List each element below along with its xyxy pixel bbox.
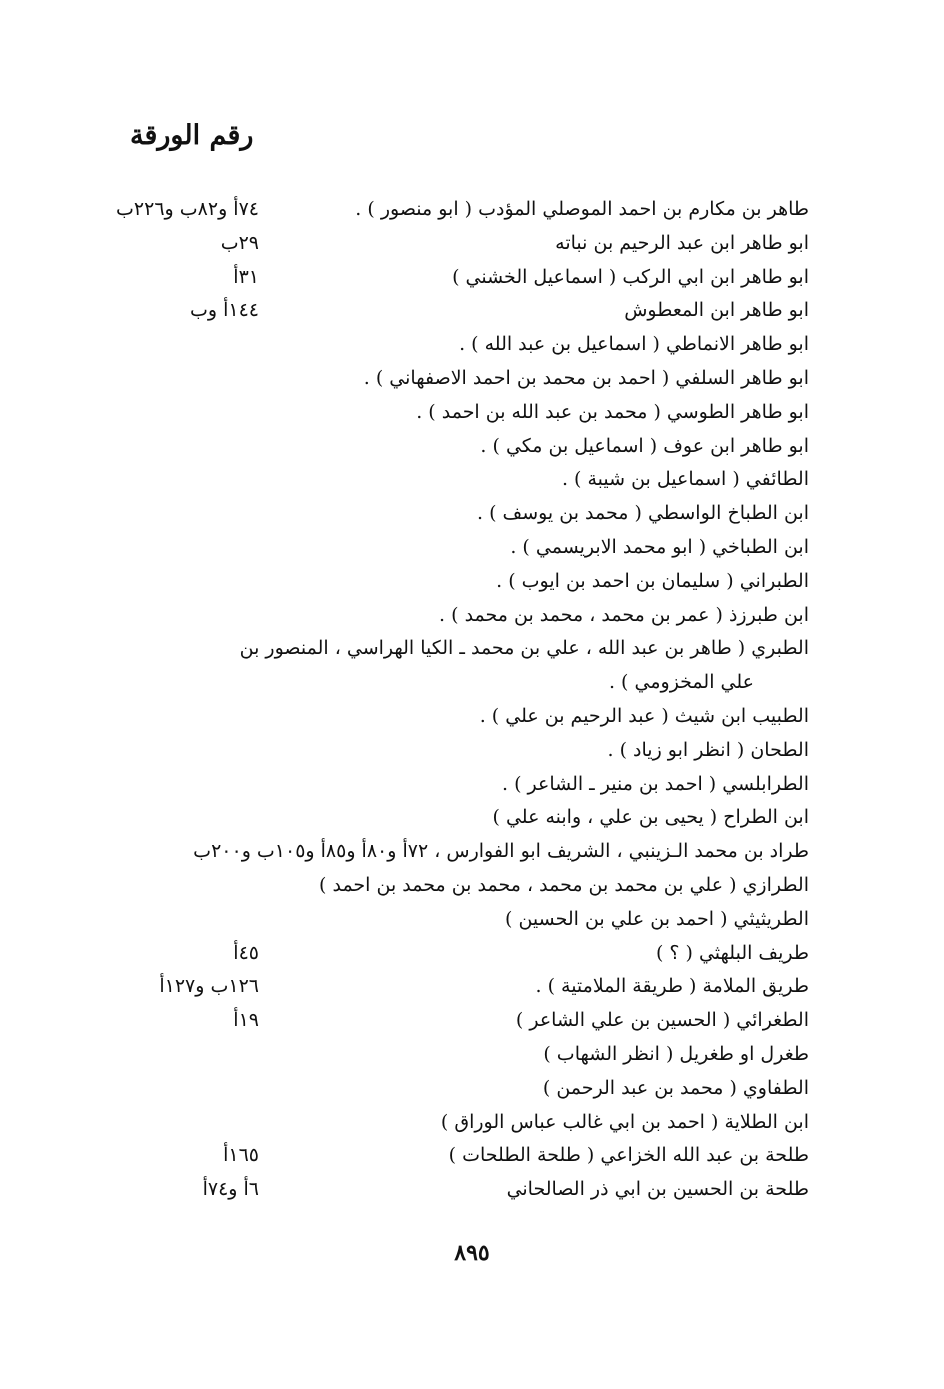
entry-folio-ref: ١٩أ [233, 1009, 259, 1032]
entry-folio-ref: ٦أ و٧٤أ [202, 1178, 259, 1201]
entry-name: ابو طاهر الطوسي ( محمد بن عبد الله بن احمد ) . [416, 400, 809, 423]
entry-name: ابن الطباخ الواسطي ( محمد بن يوسف ) . [477, 502, 809, 525]
entry-folio-ref: ١٦٥أ [223, 1144, 259, 1167]
entry-folio-ref: ٢٩ب [220, 231, 259, 254]
index-entry [0, 936, 944, 970]
index-entry [0, 1172, 944, 1206]
entry-name: الطغرائي ( الحسين بن علي الشاعر ) [515, 1009, 809, 1032]
index-entry [0, 699, 944, 733]
entry-name: علي المخزومي ) . [608, 671, 754, 694]
entry-name: الطبراني ( سليمان بن احمد بن ايوب ) . [496, 569, 809, 592]
entry-name: طاهر بن مكارم بن احمد الموصلي المؤدب ( ابو منصور ) . [355, 198, 809, 220]
index-entry [0, 834, 944, 868]
entry-name: طريق الملامة ( طريقة الملامتية ) . [535, 975, 809, 998]
entry-name: الطرازي ( علي بن محمد بن محمد ، محمد بن محمد بن احمد ) [319, 874, 809, 896]
entry-name: ابن الطباخي ( ابو محمد الابريسمي ) . [510, 536, 809, 558]
index-entry [0, 598, 944, 632]
index-entry [0, 260, 944, 294]
entry-name: ابو طاهر ابن عوف ( اسماعيل بن مكي ) . [480, 434, 809, 457]
column-header: رقم الورقة [130, 120, 254, 151]
entry-folio-ref: ١٢٦ب و١٢٧أ [159, 975, 259, 998]
entry-name: طغرل او طغريل ( انظر الشهاب ) [543, 1043, 809, 1065]
entry-name: الطريثيثي ( احمد بن علي بن الحسين ) [505, 907, 809, 930]
index-entry [0, 1037, 944, 1071]
entry-name: طلحة بن عبد الله الخزاعي ( طلحة الطلحات ) [448, 1144, 809, 1167]
entry-name: ابو طاهر ابن ابي الركب ( اسماعيل الخشني ) [452, 265, 809, 288]
index-entry [0, 665, 944, 699]
entry-name: طريف البلهثي ( ؟ ) [655, 941, 809, 964]
index-entry [0, 1105, 944, 1139]
index-entry [0, 293, 944, 327]
entry-name: ابن الطلاية ( احمد بن ابي غالب عباس الوراق ) [440, 1110, 809, 1133]
entry-name: ابو طاهر الانماطي ( اسماعيل بن عبد الله ) . [459, 333, 809, 356]
index-entry [0, 530, 944, 564]
index-entry [0, 902, 944, 936]
index-entry [0, 496, 944, 530]
entry-name: الطرابلسي ( احمد بن منير ـ الشاعر ) . [501, 772, 809, 795]
index-entry [0, 800, 944, 834]
entry-name: الطفاوي ( محمد بن عبد الرحمن ) [542, 1076, 809, 1099]
index-entry [0, 631, 944, 665]
index-entry [0, 192, 944, 226]
entry-folio-ref: ١٤٤أ وب [189, 299, 259, 322]
entry-folio-ref: ٣١أ [233, 265, 259, 288]
index-entry [0, 462, 944, 496]
index-entry [0, 1071, 944, 1105]
entry-name: طلحة بن الحسين بن ابي ذر الصالحاني [506, 1178, 809, 1201]
index-entry [0, 767, 944, 801]
entry-name: ابو طاهر السلفي ( احمد بن محمد بن احمد الاصفهاني ) . [363, 367, 809, 389]
index-entry [0, 429, 944, 463]
entry-name: ابو طاهر ابن عبد الرحيم بن نباته [555, 231, 809, 254]
index-entry [0, 327, 944, 361]
index-entry [0, 969, 944, 1003]
index-entry [0, 395, 944, 429]
entry-name: ابو طاهر ابن المعطوش [624, 299, 809, 322]
page-number: ٨٩٥ [454, 1240, 490, 1266]
index-entry [0, 868, 944, 902]
entry-folio-ref: ٧٤أ و٨٢ب و٢٢٦ب [116, 198, 259, 220]
index-entry [0, 226, 944, 260]
entry-name: ابن الطراح ( يحيى بن علي ، وابنه علي ) [492, 806, 809, 829]
entry-name: الطحان ( انظر ابو زياد ) . [607, 738, 809, 761]
index-entry [0, 1138, 944, 1172]
index-entry [0, 1003, 944, 1037]
entry-folio-ref: ٤٥أ [233, 941, 259, 964]
entry-name: ابن طبرزذ ( عمر بن محمد ، محمد بن محمد ) . [439, 603, 809, 626]
entry-name: الطبري ( طاهر بن عبد الله ، علي بن محمد ـ الكيا الهراسي ، المنصور بن [239, 637, 809, 660]
index-entry [0, 564, 944, 598]
entry-name: الطبيب ابن شيث ( عبد الرحيم بن علي ) . [479, 705, 809, 727]
index-entry [0, 733, 944, 767]
entry-name: طراد بن محمد الـزينبي ، الشريف ابو الفوارس ، ٧٢أ و٨٠أ و٨٥أ و١٠٥ب و٢٠٠ب [193, 840, 809, 863]
entry-name: الطائفي ( اسماعيل بن شيبة ) . [561, 468, 809, 491]
index-entry [0, 361, 944, 395]
